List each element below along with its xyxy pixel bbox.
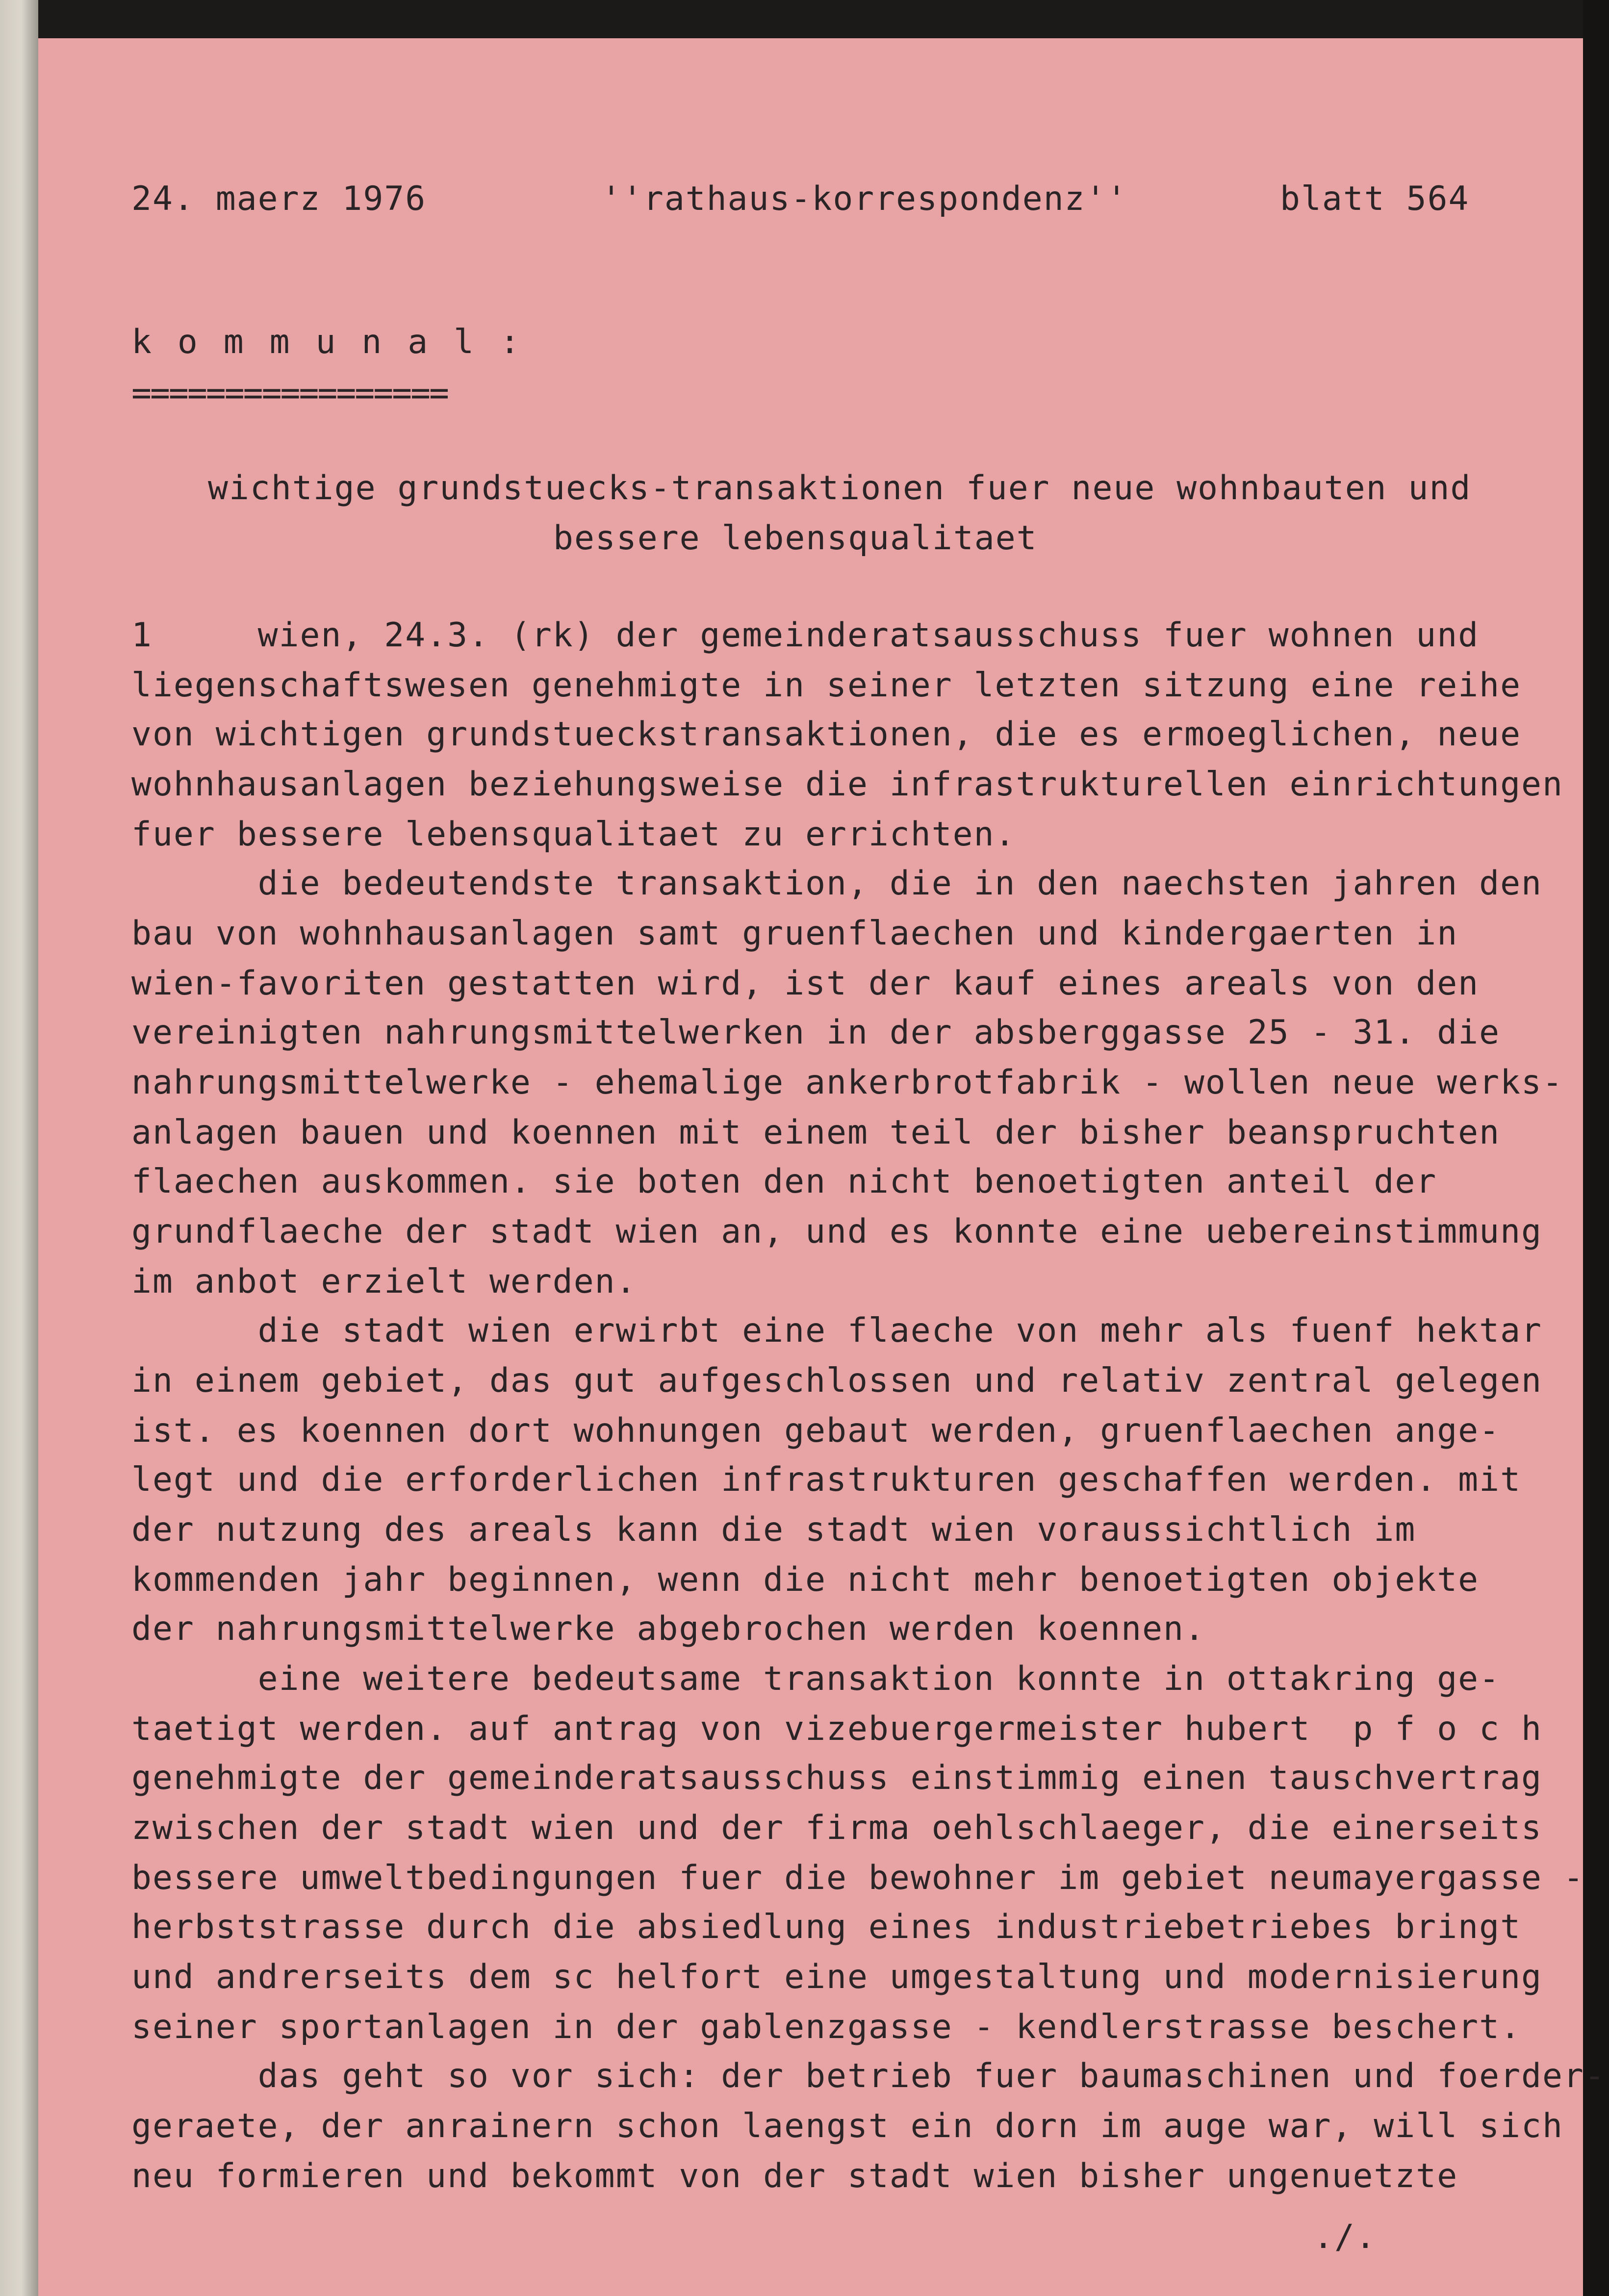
body-line-5: fuer bessere lebensqualitaet zu errichten. (131, 815, 1016, 854)
header-publication: ''rathaus-korrespondenz'' (601, 179, 1128, 218)
binder-edge (0, 0, 38, 2296)
body-line-26: bessere umweltbedingungen fuer die bewohner im gebiet neumayergasse - (131, 1859, 1584, 1897)
body-line-2: liegenschaftswesen genehmigte in seiner letzten sitzung eine reihe (131, 666, 1522, 705)
body-line-18: legt und die erforderlichen infrastrukturen geschaffen werden. mit (131, 1460, 1522, 1499)
body-line-14: im anbot erzielt werden. (131, 1262, 637, 1301)
body-line-10: nahrungsmittelwerke - ehemalige ankerbrotfabrik - wollen neue werks- (131, 1063, 1563, 1102)
body-line-28: und andrerseits dem sc helfort eine umgestaltung und modernisierung (131, 1958, 1542, 1996)
body-line-24: genehmigte der gemeinderatsausschuss einstimmig einen tauschvertrag (131, 1759, 1542, 1797)
header-sheet: blatt 564 (1280, 179, 1470, 218)
body-line-4: wohnhausanlagen beziehungsweise die infrastrukturellen einrichtungen (131, 765, 1563, 804)
body-line-31: geraete, der anrainern schon laengst ein dorn im auge war, will sich (131, 2107, 1563, 2145)
body-line-6: die bedeutendste transaktion, die in den naechsten jahren den (131, 864, 1542, 903)
body-line-1: 1 wien, 24.3. (rk) der gemeinderatsausschuss fuer wohnen und (131, 616, 1480, 655)
body-line-3: von wichtigen grundstueckstransaktionen, die es ermoeglichen, neue (131, 715, 1522, 754)
body-line-9: vereinigten nahrungsmittelwerken in der absberggasse 25 - 31. die (131, 1013, 1501, 1052)
section-label: k o m m u n a l : (131, 323, 523, 361)
body-line-27: herbststrasse durch die absiedlung eines industriebetriebes bringt (131, 1908, 1522, 1946)
body-line-16: in einem gebiet, das gut aufgeschlossen und relativ zentral gelegen (131, 1361, 1542, 1400)
scan-border (1583, 0, 1609, 2296)
document-page (38, 38, 1606, 2296)
header-date: 24. maerz 1976 (131, 179, 427, 218)
body-line-12: flaechen auskommen. sie boten den nicht benoetigten anteil der (131, 1162, 1437, 1201)
headline-line-1: wichtige grundstuecks-transaktionen fuer neue wohnbauten und (208, 469, 1472, 508)
body-line-15: die stadt wien erwirbt eine flaeche von mehr als fuenf hektar (131, 1311, 1542, 1350)
body-line-22: eine weitere bedeutsame transaktion konnte in ottakring ge- (131, 1659, 1501, 1698)
body-line-19: der nutzung des areals kann die stadt wien voraussichtlich im (131, 1510, 1416, 1549)
body-line-32: neu formieren und bekommt von der stadt wien bisher ungenuetzte (131, 2157, 1458, 2195)
headline-line-2: bessere lebensqualitaet (553, 519, 1038, 558)
continuation-mark: ./. (1313, 2218, 1377, 2256)
body-line-13: grundflaeche der stadt wien an, und es konnte eine uebereinstimmung (131, 1212, 1542, 1251)
body-line-8: wien-favoriten gestatten wird, ist der kauf eines areals von den (131, 964, 1480, 1003)
body-line-7: bau von wohnhausanlagen samt gruenflaechen und kindergaerten in (131, 914, 1458, 953)
body-line-17: ist. es koennen dort wohnungen gebaut werden, gruenflaechen ange- (131, 1411, 1501, 1450)
body-line-29: seiner sportanlagen in der gablenzgasse - kendlerstrasse beschert. (131, 2008, 1522, 2046)
body-line-25: zwischen der stadt wien und der firma oehlschlaeger, die einerseits (131, 1809, 1542, 1847)
body-line-23: taetigt werden. auf antrag von vizebuergermeister hubert p f o c h (131, 1709, 1542, 1748)
body-line-11: anlagen bauen und koennen mit einem teil der bisher beanspruchten (131, 1113, 1501, 1152)
body-line-21: der nahrungsmittelwerke abgebrochen werden koennen. (131, 1609, 1205, 1648)
body-line-30: das geht so vor sich: der betrieb fuer baumaschinen und foerder- (131, 2057, 1606, 2095)
body-line-20: kommenden jahr beginnen, wenn die nicht mehr benoetigten objekte (131, 1560, 1480, 1599)
section-underline: ================= (131, 374, 448, 412)
